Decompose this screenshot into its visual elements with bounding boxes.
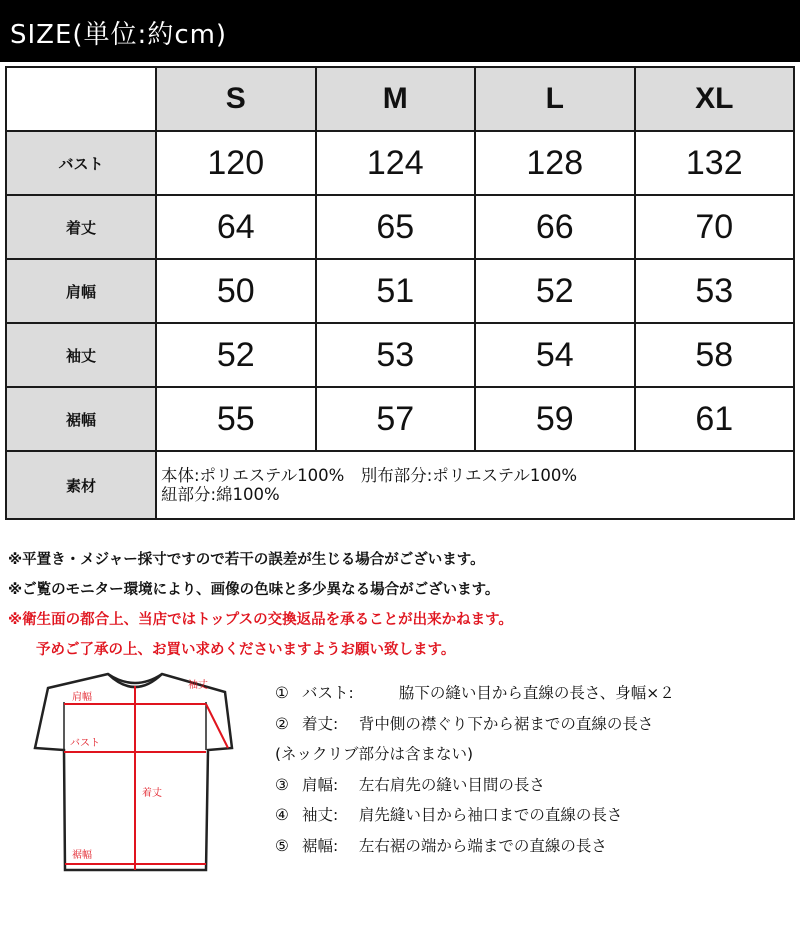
legend-number: ④ <box>275 806 289 824</box>
corner-cell <box>6 67 156 131</box>
table-row <box>6 131 794 195</box>
table-cell: 51 <box>316 259 476 323</box>
table-cell: 55 <box>156 387 316 451</box>
legend-key: 袖丈: <box>301 806 339 824</box>
table-cell: 132 <box>635 131 795 195</box>
row-label: 肩幅 <box>6 259 156 323</box>
legend-desc: 左右裾の端から端までの直線の長さ <box>358 836 607 855</box>
table-cell: 58 <box>635 323 795 387</box>
legend-number: ① <box>275 684 289 702</box>
table-cell: 70 <box>635 195 795 259</box>
legend-key: 裾幅: <box>301 836 339 855</box>
table-cell: 53 <box>635 259 795 323</box>
table-cell: 50 <box>156 259 316 323</box>
row-label: 袖丈 <box>6 323 156 387</box>
legend-item <box>275 709 675 740</box>
legend-key: 着丈: <box>301 714 339 733</box>
measurement-legend <box>275 678 675 861</box>
table-cell: 59 <box>475 387 635 451</box>
table-row <box>6 323 794 387</box>
material-row <box>6 451 794 519</box>
note-text: ※平置き・メジャー採寸ですので若干の誤差が生じる場合がございます。 <box>8 552 485 568</box>
legend-desc: 背中側の襟ぐり下から裾までの直線の長さ <box>358 714 654 733</box>
legend-key: 肩幅: <box>301 775 339 794</box>
table-cell: 124 <box>316 131 476 195</box>
notes <box>8 545 513 665</box>
row-label: 裾幅 <box>6 387 156 451</box>
size-header: L <box>475 67 635 131</box>
table-cell: 128 <box>475 131 635 195</box>
legend-number: ② <box>275 714 289 733</box>
table-cell: 65 <box>316 195 476 259</box>
size-header: S <box>156 67 316 131</box>
table-row <box>6 195 794 259</box>
table-cell: 120 <box>156 131 316 195</box>
size-table <box>5 66 795 520</box>
size-header: XL <box>635 67 795 131</box>
note-text: ※ご覧のモニター環境により、画像の色味と多少異なる場合がございます。 <box>8 582 500 598</box>
table-cell: 61 <box>635 387 795 451</box>
label-shoulder: 肩幅 <box>72 692 92 703</box>
table-cell: 66 <box>475 195 635 259</box>
row-label: 素材 <box>6 451 156 519</box>
table-cell: 53 <box>316 323 476 387</box>
material-text: 紐部分:綿100% <box>161 485 280 504</box>
legend-key: バスト: <box>301 684 354 702</box>
note-warning: ※衛生面の都合上、当店ではトップスの交換返品を承ることが出来かねます。 <box>8 612 513 628</box>
label-sleeve: 袖丈 <box>188 680 208 691</box>
legend-desc: (ネックリブ部分は含まない) <box>275 745 474 763</box>
title-bar <box>0 0 800 62</box>
table-cell: 64 <box>156 195 316 259</box>
table-cell: 57 <box>316 387 476 451</box>
material-cell <box>156 451 794 519</box>
legend-item <box>275 678 675 709</box>
size-header-row <box>6 67 794 131</box>
legend-number: ⑤ <box>275 836 289 855</box>
tshirt-diagram <box>20 670 250 880</box>
label-hem: 裾幅 <box>72 850 92 861</box>
legend-desc: 脇下の縫い目から直線の長さ、身幅×２ <box>398 684 675 702</box>
table-cell: 52 <box>156 323 316 387</box>
size-header: M <box>316 67 476 131</box>
note-warning: 予めご了承の上、お買い求めくださいますようお願い致します。 <box>36 642 456 658</box>
legend-item <box>275 800 675 831</box>
legend-item <box>275 739 675 770</box>
label-length: 着丈 <box>142 788 162 799</box>
legend-desc: 肩先縫い目から袖口までの直線の長さ <box>358 806 623 824</box>
legend-item <box>275 831 675 862</box>
legend-desc: 左右肩先の縫い目間の長さ <box>358 775 545 794</box>
label-bust: バスト <box>70 738 100 749</box>
table-cell: 54 <box>475 323 635 387</box>
table-row <box>6 387 794 451</box>
table-row <box>6 259 794 323</box>
page-title: SIZE(単位:約cm) <box>10 20 228 50</box>
legend-number: ③ <box>275 775 289 794</box>
legend-item <box>275 770 675 801</box>
row-label: バスト <box>6 131 156 195</box>
material-text: 本体:ポリエステル100% 別布部分:ポリエステル100% <box>161 466 577 485</box>
table-cell: 52 <box>475 259 635 323</box>
row-label: 着丈 <box>6 195 156 259</box>
